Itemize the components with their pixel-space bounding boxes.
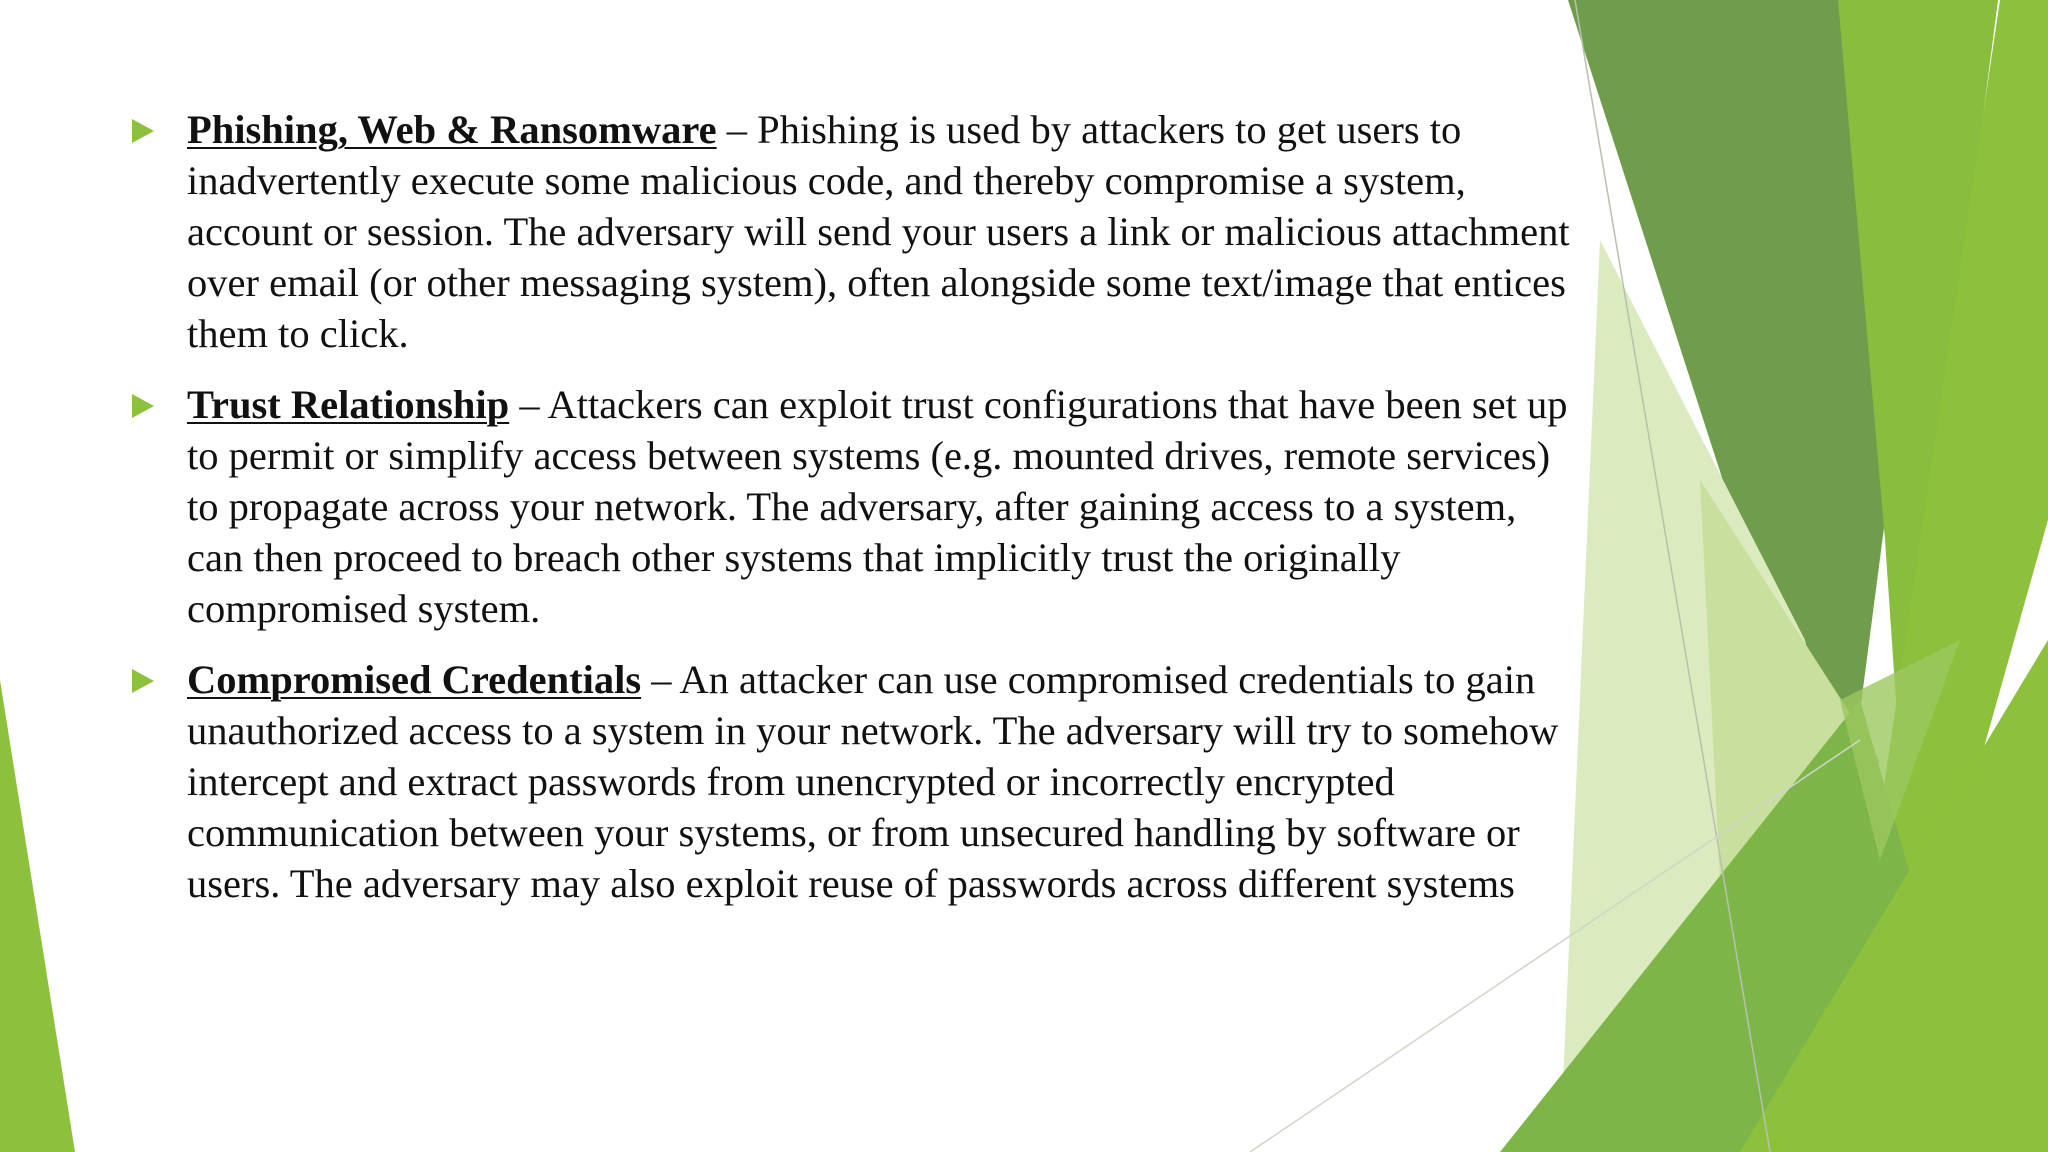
triangle-bullet-icon: [132, 394, 154, 418]
bullet-item-trust-relationship: [130, 379, 1570, 634]
bullet-text: – Attackers can exploit trust configurations that have been set up to permit or simplify access between systems (e.g. mounted drives, remote services) to propagate across your network. The adversary, after gaining access to a system, can then proceed to breach other systems that implicitly trust the originally compromised system.: [187, 382, 1568, 631]
left-green-sliver: [0, 680, 75, 1152]
triangle-bullet-icon: [132, 119, 154, 143]
bullet-item-compromised-credentials: [130, 654, 1570, 909]
bullet-term: Trust Relationship: [187, 382, 510, 427]
triangle-bullet-icon: [132, 669, 154, 693]
bullet-text: – Phishing is used by attackers to get users to inadvertently execute some malicious code, and thereby compromise a system, account or session. The adversary will send your users a link or malicious attachment over email (or other messaging system), often alongside some text/image that entices them to click.: [187, 107, 1570, 356]
content-area: [130, 104, 1570, 929]
bullet-item-phishing: [130, 104, 1570, 359]
bullet-text: – An attacker can use compromised credentials to gain unauthorized access to a system in your network. The adversary will try to somehow intercept and extract passwords from unencrypted or incorrectly encrypted communication between your systems, or from unsecured handling by software or users. The adversary may also exploit reuse of passwords across different systems: [187, 657, 1559, 906]
bullet-term: Phishing, Web & Ransomware: [187, 107, 717, 152]
bullet-term: Compromised Credentials: [187, 657, 642, 702]
